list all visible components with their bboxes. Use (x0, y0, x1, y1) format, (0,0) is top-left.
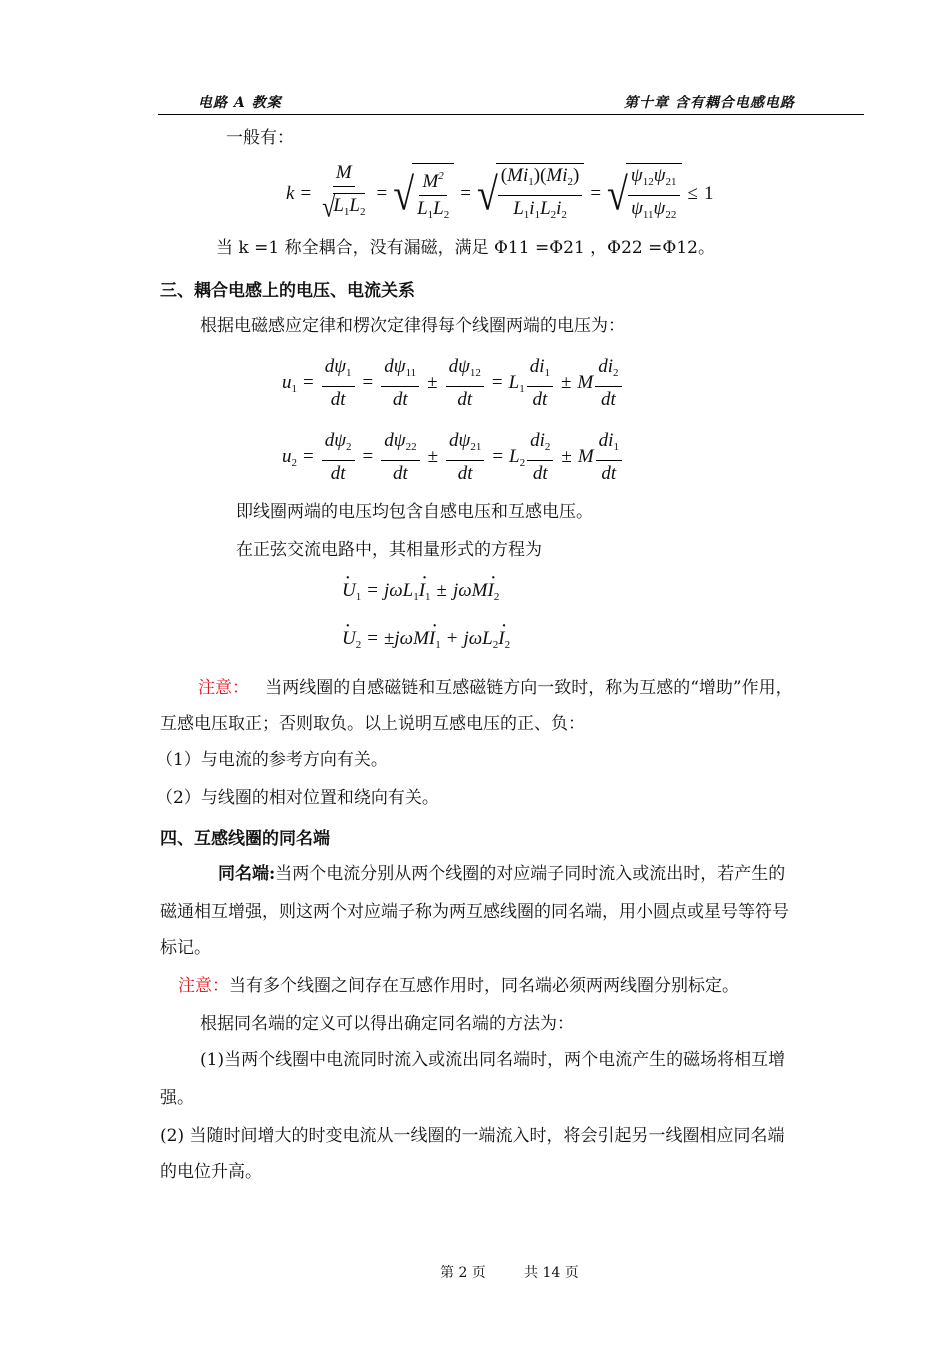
definition-line-1 (218, 862, 785, 886)
definition-text-a: 当两个电流分别从两个线圈的对应端子同时流入或流出时，若产生的 (275, 864, 786, 884)
full-coupling-condition: 当 k =1 称全耦合，没有漏磁，满足 Φ11 =Φ21 ，Φ22 =Φ12。 (216, 238, 715, 258)
definition-line-3: 标记。 (160, 938, 211, 958)
section-3-heading: 三、耦合电感上的电压、电流关系 (160, 281, 415, 301)
list-item-1: （1）与电流的参考方向有关。 (156, 750, 388, 770)
note-1-line-2: 互感电压取正；否则取负。以上说明互感电压的正、负： (160, 714, 585, 734)
header-chapter-title: 第十章 含有耦合电感电路 (624, 95, 795, 111)
page-total: 共 14 页 (524, 1265, 579, 1281)
section-4-heading: 四、互感线圈的同名端 (160, 829, 330, 849)
phasor-equation-u1: · $U_1 = j\omega L_1\cdot I_1 \pm j\omega M\cdot I_2$ (342, 580, 499, 603)
phasor-intro: 在正弦交流电路中，其相量形式的方程为 (236, 540, 542, 560)
page-number: 第 2 页 (440, 1265, 486, 1281)
header-left-title: 电路 A 教案 (198, 95, 282, 111)
general-label: 一般有： (226, 128, 294, 148)
method-1-line-1: (1)当两个线圈中电流同时流入或流出同名端时，两个电流产生的磁场将相互增 (200, 1050, 786, 1070)
coupling-coefficient-formula: k = M √ $L_1L_2$ = √ $\frac{M^2}{L_1L_2}$ = √ $\frac{(Mi_1)(Mi_2)}{L_1i_1L_2i_2}$ = √ $\frac{\psi_{12}\psi_{21}}{\psi_{11}\psi_{22}}$ ≤ 1 (286, 162, 713, 227)
definition-term: 同名端: (218, 864, 276, 884)
voltage-equation-u1: $u_1$ = $\frac{d\psi_1}{dt}$ = $\frac{d\psi_{11}}{dt}$ ± $\frac{d\psi_{12}}{dt}$ = $L_1$ $\frac{di_1}{dt}$ ± M $\frac{di_2}{dt}$ (282, 356, 624, 411)
method-intro: 根据同名端的定义可以得出确定同名端的方法为： (200, 1014, 574, 1034)
note-1-label: 注意： (198, 678, 249, 698)
method-2-line-1: (2) 当随时间增大的时变电流从一线圈的一端流入时，将会引起另一线圈相应同名端 (160, 1126, 785, 1146)
method-1-line-2: 强。 (160, 1088, 194, 1108)
phasor-equation-u2: · $U_2 = \pm j\omega M\cdot I_1 + j\omega L_2\cdot I_2$ (342, 628, 510, 651)
note-1-text-a: 当两线圈的自感磁链和互感磁链方向一致时，称为互感的“增助”作用， (265, 678, 793, 698)
method-2-line-2: 的电位升高。 (160, 1162, 262, 1182)
voltage-note: 即线圈两端的电压均包含自感电压和互感电压。 (236, 502, 593, 522)
note-1-line-1 (198, 676, 793, 700)
section-3-intro: 根据电磁感应定律和楞次定律得每个线圈两端的电压为： (200, 316, 625, 336)
definition-line-2: 磁通相互增强，则这两个对应端子称为两互感线圈的同名端，用小圆点或星号等符号 (160, 902, 789, 922)
note-2 (178, 974, 739, 998)
note-2-text: 当有多个线圈之间存在互感作用时，同名端必须两两线圈分别标定。 (229, 976, 739, 996)
list-item-2: （2）与线圈的相对位置和绕向有关。 (156, 788, 439, 808)
voltage-equation-u2: $u_2$ = $\frac{d\psi_2}{dt}$ = $\frac{d\psi_{22}}{dt}$ ± $\frac{d\psi_{21}}{dt}$ = $L_2$ $\frac{di_2}{dt}$ ± M $\frac{di_1}{dt}$ (282, 430, 624, 485)
note-2-label: 注意： (178, 976, 229, 996)
header-rule (158, 114, 864, 115)
